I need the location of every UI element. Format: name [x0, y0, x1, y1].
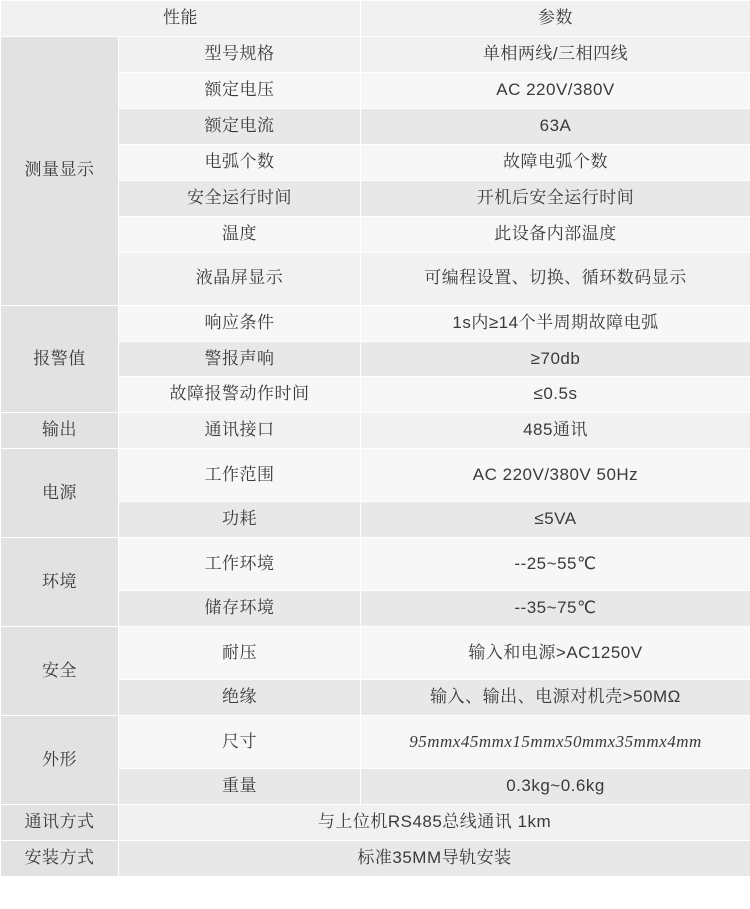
- item-value: AC 220V/380V: [361, 72, 750, 108]
- item-value: 63A: [361, 108, 750, 144]
- item-label: 重量: [119, 769, 361, 805]
- item-label: 额定电流: [119, 108, 361, 144]
- item-value: 此设备内部温度: [361, 216, 750, 252]
- item-value: 开机后安全运行时间: [361, 180, 750, 216]
- item-label: 故障报警动作时间: [119, 377, 361, 413]
- table-row: [1, 538, 750, 591]
- item-value: 单相两线/三相四线: [361, 36, 750, 72]
- item-label: 工作范围: [119, 449, 361, 502]
- item-label: 安全运行时间: [119, 180, 361, 216]
- group-label-safety: 安全: [1, 627, 119, 716]
- table-row: [1, 449, 750, 502]
- table-row: [1, 841, 750, 877]
- item-label: 电弧个数: [119, 144, 361, 180]
- item-label: 液晶屏显示: [119, 252, 361, 305]
- item-value: 标准35MM导轨安装: [119, 841, 750, 877]
- item-value: --35~75℃: [361, 591, 750, 627]
- group-label-environment: 环境: [1, 538, 119, 627]
- item-value: 1s内≥14个半周期故障电弧: [361, 305, 750, 341]
- item-label: 额定电压: [119, 72, 361, 108]
- item-value: 95mmx45mmx15mmx50mmx35mmx4mm: [361, 716, 750, 769]
- item-value: --25~55℃: [361, 538, 750, 591]
- item-label: 耐压: [119, 627, 361, 680]
- group-label-measurement: 测量显示: [1, 36, 119, 305]
- group-label-communication: 通讯方式: [1, 805, 119, 841]
- item-value: ≤0.5s: [361, 377, 750, 413]
- item-value: AC 220V/380V 50Hz: [361, 449, 750, 502]
- group-label-installation: 安装方式: [1, 841, 119, 877]
- header-parameter: 参数: [361, 1, 750, 37]
- header-performance: 性能: [1, 1, 361, 37]
- item-label: 尺寸: [119, 716, 361, 769]
- group-label-output: 输出: [1, 413, 119, 449]
- item-label: 响应条件: [119, 305, 361, 341]
- item-value: 输入、输出、电源对机壳>50MΩ: [361, 680, 750, 716]
- item-value: 与上位机RS485总线通讯 1km: [119, 805, 750, 841]
- group-label-alarm: 报警值: [1, 305, 119, 413]
- item-value: 485通讯: [361, 413, 750, 449]
- table-row: [1, 305, 750, 341]
- table-row: [1, 36, 750, 72]
- table-row: [1, 413, 750, 449]
- item-value: 0.3kg~0.6kg: [361, 769, 750, 805]
- table-row: [1, 805, 750, 841]
- item-label: 温度: [119, 216, 361, 252]
- item-label: 储存环境: [119, 591, 361, 627]
- item-value: 可编程设置、切换、循环数码显示: [361, 252, 750, 305]
- table-row: [1, 627, 750, 680]
- item-label: 型号规格: [119, 36, 361, 72]
- item-label: 通讯接口: [119, 413, 361, 449]
- item-value: ≥70db: [361, 341, 750, 377]
- item-value: ≤5VA: [361, 502, 750, 538]
- group-label-power: 电源: [1, 449, 119, 538]
- item-label: 警报声响: [119, 341, 361, 377]
- table-row: [1, 716, 750, 769]
- group-label-dimensions: 外形: [1, 716, 119, 805]
- item-label: 功耗: [119, 502, 361, 538]
- item-label: 工作环境: [119, 538, 361, 591]
- item-value: 故障电弧个数: [361, 144, 750, 180]
- item-label: 绝缘: [119, 680, 361, 716]
- table-header-row: [1, 1, 750, 37]
- item-value: 输入和电源>AC1250V: [361, 627, 750, 680]
